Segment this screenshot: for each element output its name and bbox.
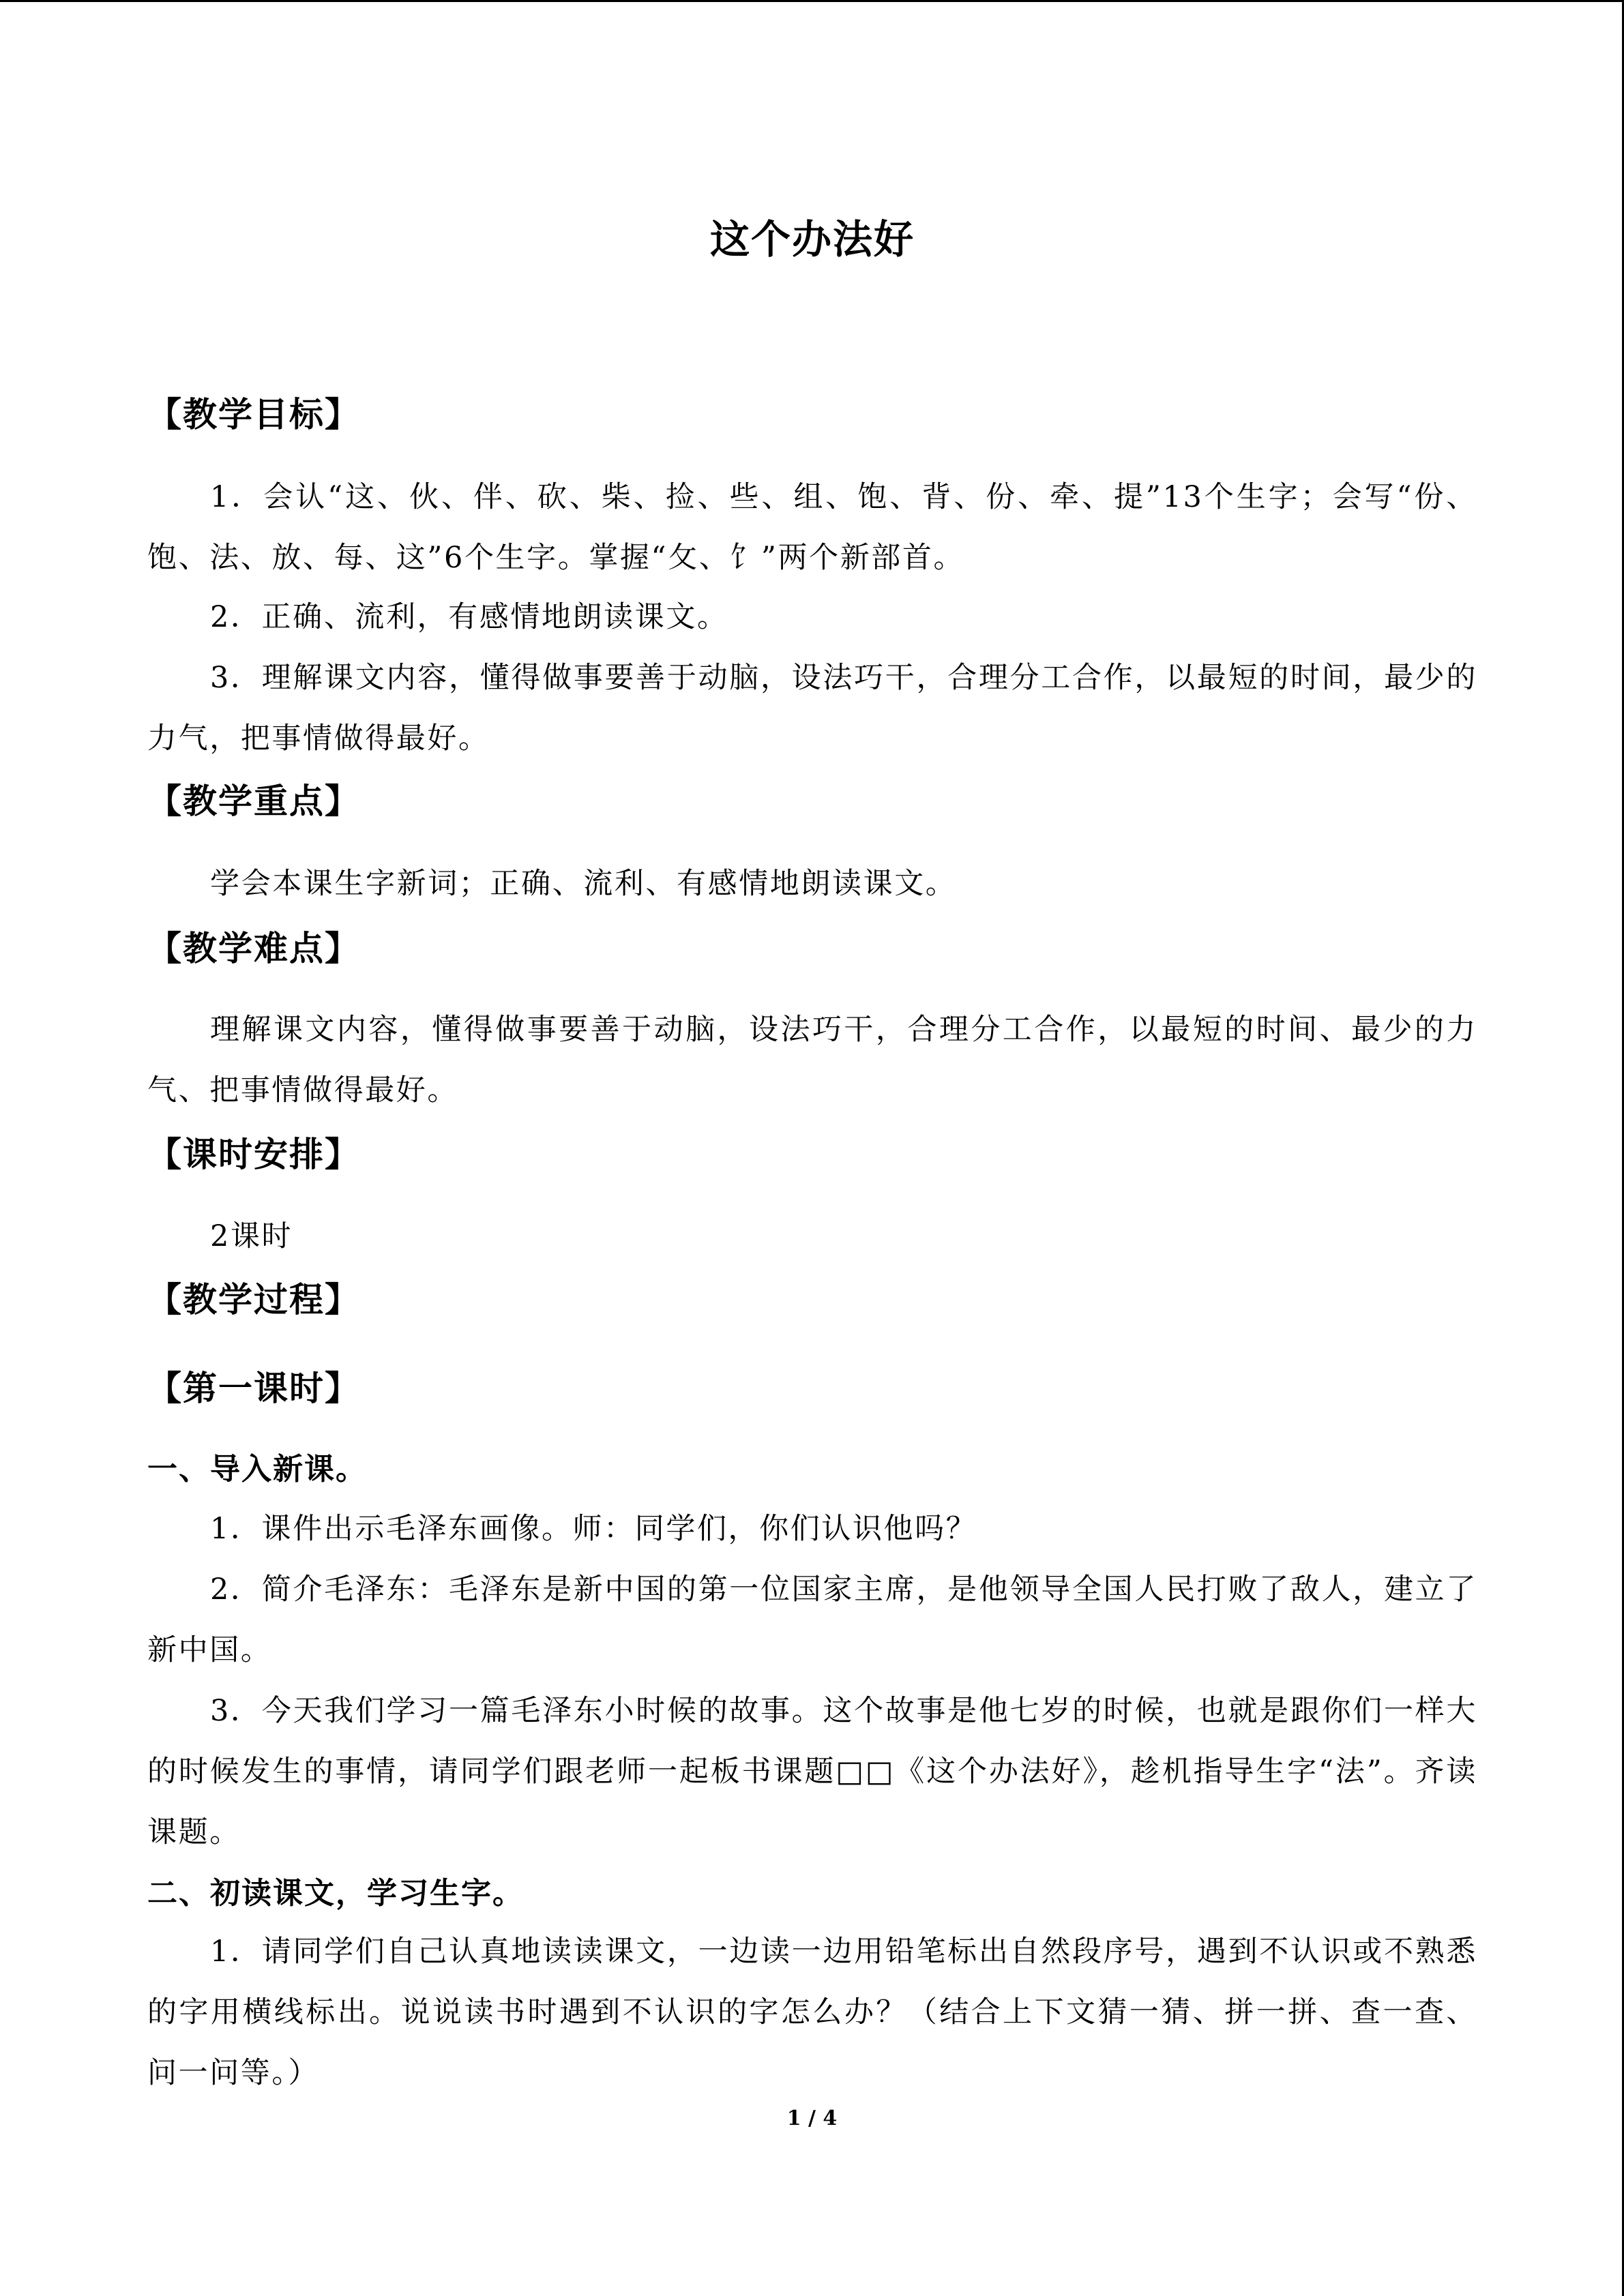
part-2-item-1: 1．请同学们自己认真地读读课文，一边读一边用铅笔标出自然段序号，遇到不认识或不熟悉的字用横线标出。说说读书时遇到不认识的字怎么办？（结合上下文猜一猜、拼一拼、查一查、问一问等。）	[147, 1935, 1477, 2090]
page-number: 1 / 4	[786, 2106, 838, 2130]
heading-lesson-1: 【第一课时】	[147, 1369, 360, 1408]
objective-item-2: 2．正确、流利，有感情地朗读课文。	[210, 600, 728, 634]
part-2-heading: 二、初读课文，学习生字。	[147, 1876, 524, 1911]
part-1-heading: 一、导入新课。	[147, 1452, 367, 1487]
heading-difficulties: 【教学难点】	[147, 929, 360, 968]
heading-key-points: 【教学重点】	[147, 781, 360, 821]
page-title: 这个办法好	[709, 216, 915, 263]
key-points-text: 学会本课生字新词；正确、流利、有感情地朗读课文。	[210, 867, 957, 901]
part-1-item-1: 1．课件出示毛泽东画像。师：同学们，你们认识他吗？	[210, 1512, 977, 1546]
schedule-text: 2课时	[210, 1219, 293, 1253]
heading-schedule: 【课时安排】	[147, 1135, 360, 1174]
objective-item-1: 1．会认“这、伙、伴、砍、柴、捡、些、组、饱、背、份、牵、提”13个生字；会写“份、饱、法、放、每、这”6个生字。掌握“攵、饣”两个新部首。	[147, 480, 1477, 575]
heading-process: 【教学过程】	[147, 1280, 360, 1320]
objective-item-3: 3．理解课文内容，懂得做事要善于动脑，设法巧干，合理分工合作，以最短的时间，最少的力气，把事情做得最好。	[147, 661, 1477, 756]
part-1-item-3: 3．今天我们学习一篇毛泽东小时候的故事。这个故事是他七岁的时候，也就是跟你们一样大的时候发生的事情，请同学们跟老师一起板书课题□□《这个办法好》，趁机指导生字“法”。齐读课题。	[147, 1694, 1477, 1849]
part-1-item-2: 2．简介毛泽东：毛泽东是新中国的第一位国家主席，是他领导全国人民打败了敌人，建立了新中国。	[147, 1572, 1477, 1667]
heading-objectives: 【教学目标】	[147, 395, 360, 434]
difficulties-text: 理解课文内容，懂得做事要善于动脑，设法巧干，合理分工合作，以最短的时间、最少的力气、把事情做得最好。	[147, 1013, 1477, 1107]
